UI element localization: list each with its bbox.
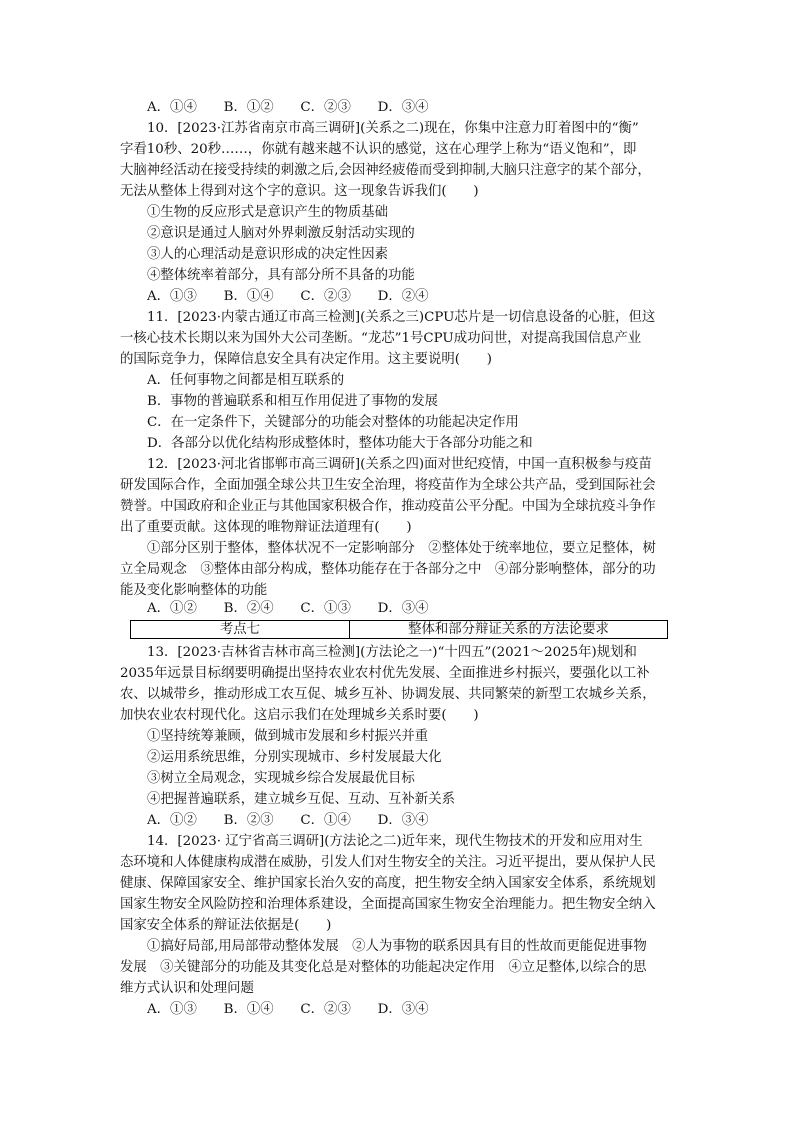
q10-stem-line: 无法从整体上得到对这个字的意识。这一现象告诉我们( ) (120, 184, 479, 199)
q14-stem-line: 国家生物安全风险防控和治理体系建设，全面提高国家生物安全治理能力。把生物安全纳入 (120, 897, 656, 912)
q14-stem-line: 14．[2023· 辽宁省高三调研](方法论之二)近年来，现代生物技术的开发和应用对生 (147, 834, 643, 849)
q9-options: A．①④ B．①② C．②③ D．③④ (147, 100, 429, 115)
q14-statements: 发展 ③关键部分的功能及其变化总是对整体的功能起决定作用 ④立足整体,以综合的思 (120, 960, 647, 975)
section-header-table (130, 620, 668, 639)
q12-stem-line: 赞誉。中国政府和企业正与其他国家积极合作，推动疫苗公平分配。中国为全球抗疫斗争作 (120, 499, 656, 514)
q10-options: A．①③ B．①④ C．②③ D．②④ (147, 289, 429, 304)
q13-statement: ①坚持统筹兼顾，做到城市发展和乡村振兴并重 (147, 729, 429, 744)
q13-statement: ④把握普遍联系，建立城乡互促、互动、互补新关系 (147, 792, 455, 807)
q11-stem-line: 的国际竞争力，保障信息安全具有决定作用。这主要说明( ) (120, 352, 492, 367)
q11-option: C．在一定条件下，关键部分的功能会对整体的功能起决定作用 (147, 415, 519, 430)
q14-stem-line: 国家安全体系的辩证法依据是( ) (120, 918, 332, 933)
q12-stem-line: 研发国际合作，全面加强全球公共卫生安全治理，将疫苗作为全球公共产品，受到国际社会 (120, 478, 656, 493)
q12-stem-line: 12．[2023·河北省邯郸市高三调研](关系之四)面对世纪疫情，中国一直积极参与疫苗 (147, 457, 652, 472)
q13-options: A．①② B．②③ C．①④ D．③④ (147, 813, 429, 828)
q10-stem-line: 10．[2023·江苏省南京市高三调研](关系之二)现在，你集中注意力盯着图中的“衡” (147, 121, 639, 136)
q11-stem-line: 一核心技术长期以来为国外大公司垄断。“龙芯”1号CPU成功问世，对提高我国信息产业 (120, 331, 642, 346)
q14-statements: 维方式认识和处理问题 (120, 981, 254, 996)
section-title: 整体和部分辩证关系的方法论要求 (408, 622, 609, 637)
q10-statement: ③人的心理活动是意识形成的决定性因素 (147, 247, 389, 262)
q13-statement: ②运用系统思维，分别实现城市、乡村发展最大化 (147, 750, 442, 765)
q11-option: B．事物的普遍联系和相互作用促进了事物的发展 (147, 394, 439, 409)
q12-stem-line: 出了重要贡献。这体现的唯物辩证法道理有( ) (120, 520, 412, 535)
q12-statements: 能及变化影响整体的功能 (120, 583, 268, 598)
q12-statements: 立全局观念 ③整体由部分构成，整体功能存在于各部分之中 ④部分影响整体，部分的功 (120, 562, 656, 577)
q10-statement: ①生物的反应形式是意识产生的物质基础 (147, 205, 389, 220)
q13-stem-line: 13．[2023·吉林省吉林市高三检测](方法论之一)“十四五”(2021～2025年)规划和 (147, 645, 637, 660)
q14-stem-line: 健康、保障国家安全、维护国家长治久安的高度，把生物安全纳入国家安全体系，系统规划 (120, 876, 656, 891)
q11-option: D．各部分以优化结构形成整体时，整体功能大于各部分功能之和 (147, 436, 533, 451)
q10-stem-line: 字看10秒、20秒……，你就有越来越不认识的感觉，这在心理学上称为“语义饱和”，即 (120, 142, 637, 157)
q13-stem-line: 农、以城带乡，推动形成工农互促、城乡互补、协调发展、共同繁荣的新型工农城乡关系， (120, 687, 656, 702)
q11-stem-line: 11．[2023·内蒙古通辽市高三检测](关系之三)CPU芯片是一切信息设备的心脏，但这 (147, 310, 656, 325)
q10-statement: ②意识是通过人脑对外界刺激反射活动实现的 (147, 226, 415, 241)
q13-stem-line: 加快农业农村现代化。这启示我们在处理城乡关系时要( ) (120, 708, 479, 723)
q13-statement: ③树立全局观念，实现城乡综合发展最优目标 (147, 771, 415, 786)
q13-stem-line: 2035年远景目标纲要明确提出坚持农业农村优先发展、全面推进乡村振兴，要强化以工补 (120, 666, 650, 681)
q14-statements: ①搞好局部,用局部带动整体发展 ②人为事物的联系因具有目的性故而更能促进事物 (147, 939, 647, 954)
q14-stem-line: 态环境和人体健康构成潜在威胁，引发人们对生物安全的关注。习近平提出，要从保护人民 (120, 855, 656, 870)
q10-stem-line: 大脑神经活动在接受持续的刺激之后,会因神经疲倦而受到抑制,大脑只注意字的某个部分， (120, 163, 651, 178)
q12-options: A．①② B．②④ C．①③ D．③④ (147, 601, 429, 616)
q10-statement: ④整体统率着部分，具有部分所不具备的功能 (147, 268, 415, 283)
q11-option: A．任何事物之间都是相互联系的 (147, 373, 345, 388)
section-number: 考点七 (131, 621, 350, 638)
q14-options: A．①③ B．①④ C．②③ D．③④ (147, 1002, 429, 1017)
q12-statements: ①部分区别于整体，整体状况不一定影响部分 ②整体处于统率地位，要立足整体，树 (147, 541, 656, 556)
